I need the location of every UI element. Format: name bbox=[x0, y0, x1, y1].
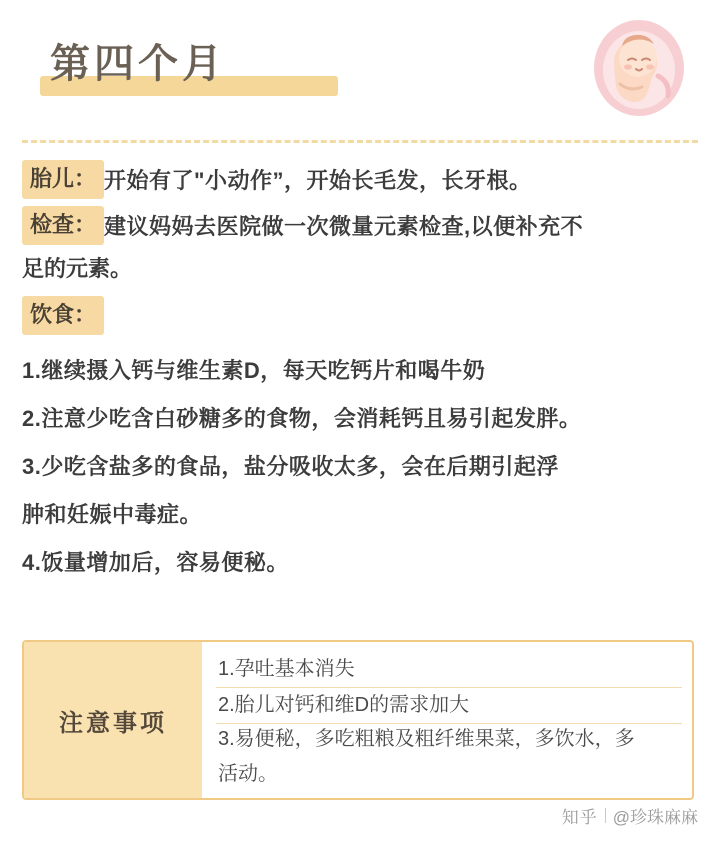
notice-item: 1.孕吐基本消失 bbox=[216, 652, 682, 688]
section-diet-tag: 饮食： bbox=[22, 296, 104, 335]
notice-item: 2.胎儿对钙和维D的需求加大 bbox=[216, 688, 682, 724]
list-item: 2.注意少吃含白砂糖多的食物，会消耗钙且易引起发胖。 bbox=[22, 406, 582, 431]
notice-item: 活动。 bbox=[218, 763, 278, 785]
notice-label: 注意事项 bbox=[24, 642, 202, 798]
watermark bbox=[562, 803, 698, 828]
section-fetus-tag: 胎儿： bbox=[22, 160, 104, 199]
section-checkup-text-line2: 足的元素。 bbox=[22, 256, 133, 281]
page-title bbox=[40, 38, 340, 100]
section-checkup bbox=[22, 206, 702, 290]
notice-items bbox=[202, 642, 692, 798]
notice-box bbox=[22, 640, 694, 800]
dashed-divider bbox=[22, 140, 698, 143]
title-text: 第四个月 bbox=[50, 42, 226, 86]
content-body bbox=[22, 160, 702, 587]
section-diet bbox=[22, 296, 702, 335]
fetus-illustration-icon bbox=[584, 16, 692, 120]
section-checkup-text: 建议妈妈去医院做一次微量元素检查,以便补充不 bbox=[104, 214, 584, 239]
header bbox=[0, 0, 720, 132]
section-checkup-tag: 检查： bbox=[22, 206, 104, 245]
diet-list bbox=[22, 347, 702, 587]
list-item: 4.饭量增加后，容易便秘。 bbox=[22, 550, 289, 575]
author-name: @珍珠麻麻 bbox=[612, 808, 698, 827]
list-item: 3.少吃含盐多的食品，盐分吸收太多，会在后期引起浮 bbox=[22, 454, 559, 479]
watermark-divider bbox=[605, 808, 606, 823]
list-item: 肿和妊娠中毒症。 bbox=[22, 502, 203, 527]
zhihu-logo-text: 知乎 bbox=[561, 808, 598, 827]
section-fetus bbox=[22, 160, 702, 202]
list-item: 1.继续摄入钙与维生素D，每天吃钙片和喝牛奶 bbox=[22, 358, 486, 383]
notice-item: 3.易便秘，多吃粗粮及粗纤维果菜，多饮水，多 bbox=[218, 728, 635, 750]
section-fetus-text: 开始有了"小动作”，开始长毛发，长牙根。 bbox=[104, 168, 532, 193]
